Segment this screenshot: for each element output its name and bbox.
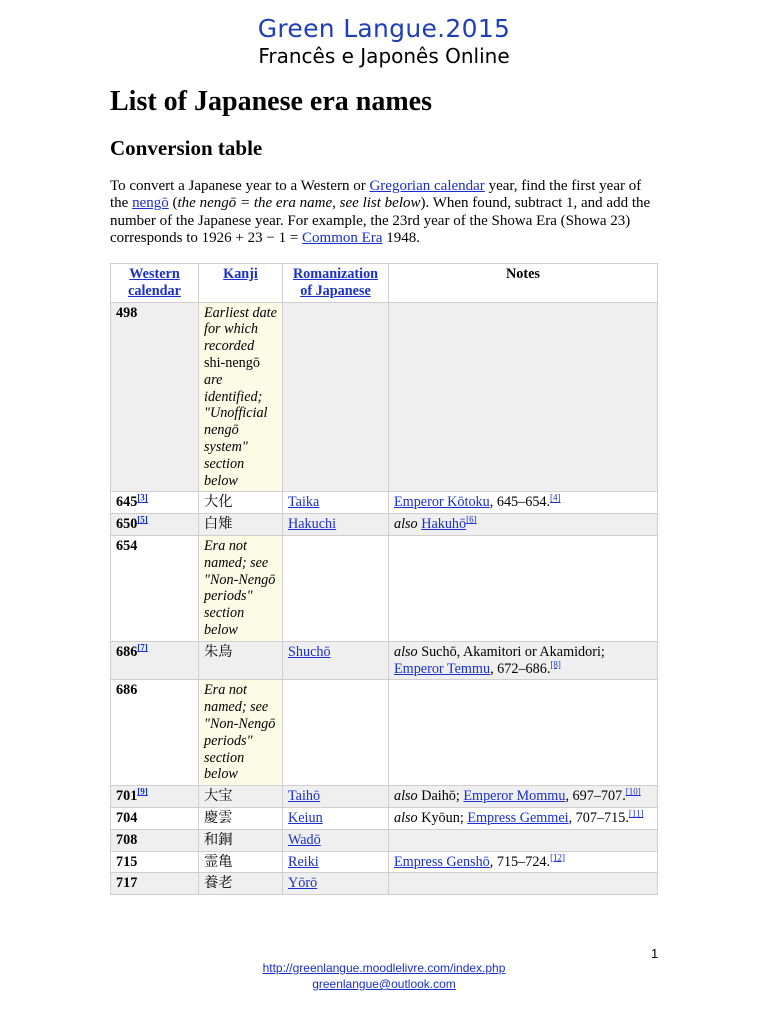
table-row [111,514,658,536]
header-kanji[interactable]: Kanji [199,264,283,303]
year-cell [111,492,199,514]
note-text: Kyōun; [417,809,468,826]
ref-link[interactable]: [6] [466,514,477,525]
header-romanization[interactable]: Romanization of Japanese [283,264,389,303]
note-text: , 715–724. [489,853,551,870]
note-link[interactable]: Emperor Kōtoku [394,494,490,511]
notes-cell [389,807,658,829]
roman-cell [283,786,389,808]
header-notes: Notes [389,264,658,303]
notes-cell [389,851,658,873]
note-also: also [394,516,418,533]
intro-text-2: year, find the first year of the [110,178,642,212]
ref-link[interactable]: [5] [137,514,148,525]
table-row [111,851,658,873]
note-link[interactable]: Emperor Temmu [394,660,491,677]
kanji-cell: 慶雲 [199,807,283,829]
table-row [111,641,658,680]
kanji-cell: 霊亀 [199,851,283,873]
kanji-cell: Era not named; see "Non-Nengō periods" section below [199,535,283,641]
era-note-text: Earliest date for which recorded [204,304,277,355]
ref-link[interactable]: [3] [137,492,148,503]
note-link[interactable]: Empress Genshō [394,853,490,870]
roman-cell [283,535,389,641]
kanji-cell: 大宝 [199,786,283,808]
note-link[interactable]: Empress Gemmei [467,809,569,826]
page-number: 1 [651,946,659,961]
intro-paragraph [110,178,655,247]
roman-link[interactable]: Shuchō [288,643,331,660]
intro-text-3: ( [168,195,178,212]
notes-cell [389,829,658,851]
roman-cell [283,873,389,895]
notes-cell [389,535,658,641]
ref-link[interactable]: [12] [550,851,566,862]
brand-title: Green Langue.2015 [257,14,511,43]
roman-cell [283,851,389,873]
year-cell [111,786,199,808]
year-cell: 654 [111,535,199,641]
note-also: also [394,788,418,805]
kanji-cell: 大化 [199,492,283,514]
kanji-cell: 朱鳥 [199,641,283,680]
year-cell: 686 [111,680,199,786]
table-row [111,302,658,492]
kanji-cell: Era not named; see "Non-Nengō periods" section below [199,680,283,786]
table-row [111,680,658,786]
table-header-row [111,264,658,303]
note-link[interactable]: Hakuhō [421,516,467,533]
year-value: 650 [116,516,138,533]
intro-italic: the nengō = the era name, see list below [177,195,421,212]
intro-text-4: ). When found, subtract 1, and add the number of the Japanese year. For example, the 23rd year of the Showa Era (Showa 23) corresponds to 1926 + 23 − 1 = [110,195,651,246]
roman-link[interactable]: Taika [288,494,320,511]
year-value: 645 [116,494,138,511]
table-row [111,535,658,641]
year-cell: 708 [111,829,199,851]
page-title: List of Japanese era names [110,86,432,117]
roman-cell [283,514,389,536]
note-text: , 645–654. [489,494,551,511]
table-row [111,807,658,829]
table-row [111,786,658,808]
table-row [111,829,658,851]
table-row [111,492,658,514]
year-cell [111,641,199,680]
notes-cell [389,641,658,680]
note-text-2: , 672–686. [490,660,551,677]
roman-cell [283,302,389,492]
roman-cell [283,680,389,786]
ref-link[interactable]: [11] [628,808,644,819]
notes-cell [389,873,658,895]
note-also: also [394,809,418,826]
notes-cell [389,786,658,808]
intro-text-1: To convert a Japanese year to a Western or [110,178,370,194]
brand-subtitle: Francês e Japonês Online [258,44,510,68]
ref-link[interactable]: [7] [137,642,148,652]
year-cell: 498 [111,302,199,492]
note-link[interactable]: Emperor Mommu [463,788,566,805]
roman-link[interactable]: Hakuchi [288,516,337,533]
year-value: 686 [116,643,138,660]
roman-cell [283,641,389,680]
roman-cell [283,492,389,514]
kanji-cell [199,302,283,492]
roman-link[interactable]: Keiun [288,809,323,826]
year-cell: 717 [111,873,199,895]
note-text-2: , 697–707. [565,788,626,805]
note-text: Suchō, Akamitori or Akamidori; [417,643,605,660]
ref-link[interactable]: [4] [550,492,561,503]
year-cell [111,514,199,536]
roman-link[interactable]: Yōrō [288,875,318,892]
note-text-2: , 707–715. [568,809,629,826]
section-title: Conversion table [110,136,263,160]
notes-cell [389,492,658,514]
roman-cell [283,807,389,829]
intro-text-5: 1948. [382,229,420,246]
year-value: 701 [116,788,138,805]
table-row [111,873,658,895]
note-also: also [394,643,418,660]
era-note-rest: are identified; "Unofficial nengō system" section below [204,371,268,489]
roman-link[interactable]: Taihō [288,788,321,805]
notes-cell [389,514,658,536]
header-western-calendar[interactable]: Western calendar [111,264,199,303]
notes-cell [389,302,658,492]
kanji-cell: 養老 [199,873,283,895]
notes-cell [389,680,658,786]
ref-link[interactable]: [8] [550,658,561,669]
link-gregorian-calendar[interactable]: Gregorian calendar [369,178,485,194]
roman-link[interactable]: Reiki [288,853,319,870]
note-text: Daihō; [417,788,464,805]
year-cell: 715 [111,851,199,873]
era-conversion-table [110,263,658,895]
link-common-era[interactable]: Common Era [302,229,383,246]
footer-email-link[interactable]: greenlangue@outlook.com [312,977,456,991]
ref-link[interactable]: [10] [625,786,641,797]
kanji-cell: 和銅 [199,829,283,851]
link-nengo[interactable]: nengō [132,195,169,212]
era-note-upright: shi-nengō [204,354,260,371]
kanji-cell: 白雉 [199,514,283,536]
ref-link[interactable]: [9] [137,786,148,797]
footer-url-link[interactable]: http://greenlangue.moodlelivre.com/index.php [262,961,506,975]
year-cell: 704 [111,807,199,829]
roman-cell [283,829,389,851]
roman-link[interactable]: Wadō [288,831,321,848]
